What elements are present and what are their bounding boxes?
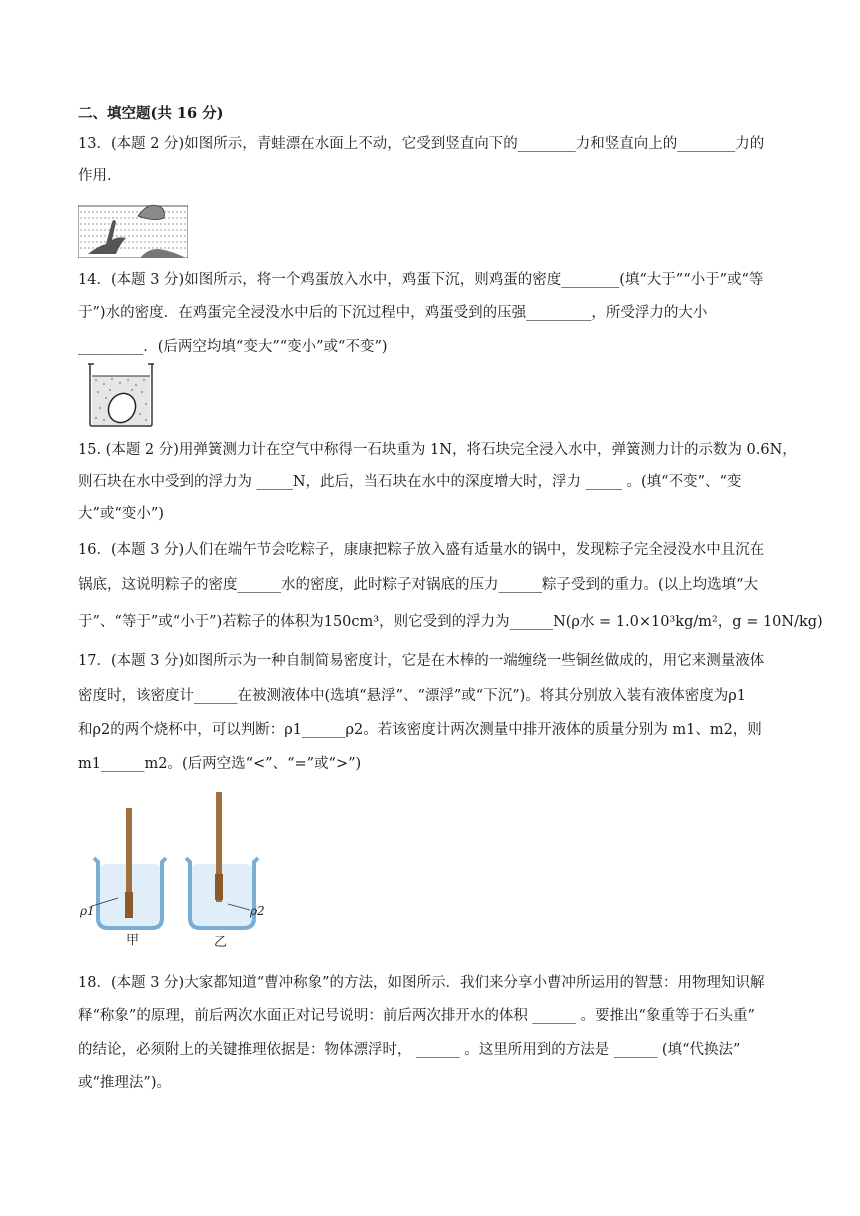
q16-line-1: 16．(本题 3 分)人们在端午节会吃粽子，康康把粽子放入盛有适量水的锅中，发现粽子完全浸没水中且沉在	[78, 542, 765, 558]
q17-line-2: 密度时，该密度计______在被测液体中(选填“悬浮”、“漂浮”或“下沉”)。将其分别放入装有液体密度为ρ1	[78, 688, 747, 704]
q14-line-1: 14．(本题 3 分)如图所示，将一个鸡蛋放入水中，鸡蛋下沉，则鸡蛋的密度________(填“大于”“小于”或“等	[78, 272, 764, 288]
frog-floating-figure	[78, 196, 188, 258]
right-beaker	[186, 792, 258, 928]
egg-beaker-figure	[86, 362, 156, 428]
q14-line-3: _________．(后两空均填“变大”“变小”或“不变”)	[78, 339, 388, 355]
q18-line-1: 18．(本题 3 分)大家都知道“曹冲称象”的方法，如图所示．我们来分享小曹冲所运用的智慧：用物理知识解	[78, 975, 765, 991]
densimeter-beakers-figure	[78, 788, 278, 950]
q17-line-3: 和ρ2的两个烧杯中，可以判断：ρ1______ρ2。若该密度计两次测量中排开液体的质量分别为 m1、m2，则	[78, 722, 762, 738]
right-caption: 乙	[214, 935, 228, 950]
q15-line-1: 15. (本题 2 分)用弹簧测力计在空气中称得一石块重为 1N，将石块完全浸入水中，弹簧测力计的示数为 0.6N，	[78, 442, 797, 458]
q18-line-2: 释“称象”的原理，前后两次水面正对记号说明：前后两次排开水的体积 ______ 。要推出“象重等于石头重”	[78, 1008, 755, 1024]
q17-line-1: 17．(本题 3 分)如图所示为一种自制简易密度计，它是在木棒的一端缠绕一些铜丝做成的，用它来测量液体	[78, 653, 765, 669]
rho1-label: ρ1	[80, 904, 95, 918]
q18-line-3: 的结论，必须附上的关键推理依据是：物体漂浮时， ______ 。这里所用到的方法是 ______ (填“代换法”	[78, 1042, 741, 1058]
q16-line-2: 锅底，这说明粽子的密度______水的密度，此时粽子对锅底的压力______粽子受到的重力。(以上均选填“大	[78, 577, 759, 593]
q17-line-4: m1______m2。(后两空选“<”、“=”或“>”)	[78, 756, 362, 772]
q15-line-2: 则石块在水中受到的浮力为 _____N，此后，当石块在水中的深度增大时，浮力 _____ 。(填“不变”、“变	[78, 474, 742, 490]
q14-line-2: 于”)水的密度．在鸡蛋完全浸没水中后的下沉过程中，鸡蛋受到的压强_________，所受浮力的大小	[78, 305, 708, 321]
q18-line-4: 或“推理法”)。	[78, 1075, 171, 1091]
left-beaker	[94, 808, 166, 928]
left-caption: 甲	[126, 933, 140, 948]
q13-line-2: 作用．	[78, 168, 122, 184]
rho2-label: ρ2	[250, 904, 265, 918]
section-title: 二、填空题(共 16 分)	[78, 105, 224, 122]
q13-line-1: 13．(本题 2 分)如图所示，青蛙漂在水面上不动，它受到竖直向下的________力和竖直向上的________力的	[78, 136, 765, 152]
q16-line-3: 于”、“等于”或“小于”)若粽子的体积为150cm³，则它受到的浮力为______N(ρ水 = 1.0×10³kg/m²，g = 10N/kg)	[78, 614, 823, 630]
q15-line-3: 大”或“变小”)	[78, 506, 164, 522]
